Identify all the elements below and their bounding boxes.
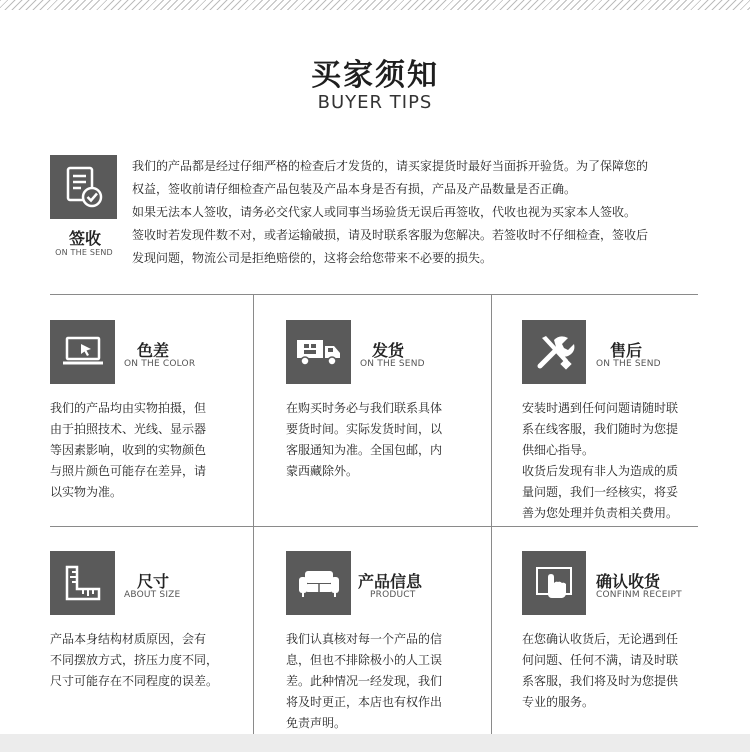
sofa-icon bbox=[286, 551, 351, 615]
grid-divider bbox=[491, 294, 492, 734]
text-line: 如果无法本人签收，请务必交代家人或同事当场验货无误后再签收，代收也视为买家本人签收。 bbox=[132, 205, 637, 219]
text-line: 息，但也不排除极小的人工误 bbox=[286, 653, 443, 667]
page-title: 买家须知 bbox=[311, 58, 439, 93]
cell-sublabel: CONFINM RECEIPT bbox=[596, 590, 682, 600]
cell-title: 确认收货 bbox=[596, 572, 661, 591]
delivery-truck-icon bbox=[286, 320, 351, 384]
text-line: 以实物为准。 bbox=[50, 485, 123, 499]
text-line: 蒙西藏除外。 bbox=[286, 464, 359, 478]
cell-description bbox=[50, 629, 248, 692]
cell-title: 发货 bbox=[372, 341, 405, 360]
text-line: 在购买时务必与我们联系具体 bbox=[286, 401, 443, 415]
cell-description bbox=[286, 629, 476, 734]
sign-description bbox=[132, 155, 702, 270]
cell-title: 售后 bbox=[610, 341, 643, 360]
text-line: 系客服，我们将及时为您提供 bbox=[522, 674, 679, 688]
cell-description bbox=[522, 629, 712, 713]
cell-sublabel: ON THE SEND bbox=[596, 359, 661, 369]
text-line: 权益，签收前请仔细检查产品包装及产品本身是否有损，产品及产品数量是否正确。 bbox=[132, 182, 577, 196]
bottom-band bbox=[0, 734, 750, 752]
top-stripe-border bbox=[0, 0, 750, 10]
cell-sublabel: ON THE SEND bbox=[360, 359, 425, 369]
text-line: 何问题、任何不满，请及时联 bbox=[522, 653, 679, 667]
page-subtitle: BUYER TIPS bbox=[317, 92, 433, 113]
cell-description bbox=[286, 398, 476, 482]
text-line: 量问题，我们一经核实，将妥 bbox=[522, 485, 679, 499]
grid-divider bbox=[50, 526, 698, 527]
text-line: 收货后发现有非人为造成的质 bbox=[522, 464, 679, 478]
text-line: 等因素影响，收到的实物颜色 bbox=[50, 443, 207, 457]
grid-divider bbox=[50, 294, 698, 295]
ruler-icon bbox=[50, 551, 115, 615]
sign-label: 签收 bbox=[68, 229, 101, 248]
text-line: 产品本身结构材质原因，会有 bbox=[50, 632, 207, 646]
text-line: 发现问题，物流公司是拒绝赔偿的，这将会给您带来不必要的损失。 bbox=[132, 251, 493, 265]
text-line: 我们的产品均由实物拍摄，但 bbox=[50, 401, 207, 415]
cell-sublabel: ON THE COLOR bbox=[124, 359, 196, 369]
cell-title: 尺寸 bbox=[137, 572, 170, 591]
grid-divider bbox=[253, 294, 254, 734]
cell-description bbox=[522, 398, 712, 524]
text-line: 由于拍照技术、光线、显示器 bbox=[50, 422, 207, 436]
monitor-cursor-icon bbox=[50, 320, 115, 384]
text-line: 在您确认收货后，无论遇到任 bbox=[522, 632, 679, 646]
cell-title: 产品信息 bbox=[358, 572, 423, 591]
text-line: 系在线客服，我们随时为您提 bbox=[522, 422, 679, 436]
text-line: 我们的产品都是经过仔细严格的检查后才发货的，请买家提货时最好当面拆开验货。为了保障您的 bbox=[132, 159, 649, 173]
text-line: 签收时若发现件数不对，或者运输破损，请及时联系客服为您解决。若签收时不仔细检查，签收后 bbox=[132, 228, 649, 242]
sign-sublabel: ON THE SEND bbox=[55, 248, 113, 257]
text-line: 要货时间。实际发货时间，以 bbox=[286, 422, 443, 436]
tools-icon bbox=[522, 320, 586, 384]
cell-sublabel: ABOUT SIZE bbox=[124, 590, 181, 600]
hand-touch-icon bbox=[522, 551, 586, 615]
text-line: 安装时遇到任何问题请随时联 bbox=[522, 401, 679, 415]
cell-title: 色差 bbox=[137, 341, 170, 360]
text-line: 善为您处理并负责相关费用。 bbox=[522, 506, 679, 520]
checklist-icon bbox=[50, 155, 117, 219]
text-line: 将及时更正，本店也有权作出 bbox=[286, 695, 443, 709]
cell-sublabel: PRODUCT bbox=[370, 590, 416, 600]
text-line: 差。此种情况一经发现，我们 bbox=[286, 674, 443, 688]
text-line: 专业的服务。 bbox=[522, 695, 595, 709]
text-line: 不同摆放方式，挤压力度不同， bbox=[50, 653, 219, 667]
text-line: 供细心指导。 bbox=[522, 443, 595, 457]
text-line: 客服通知为准。全国包邮，内 bbox=[286, 443, 443, 457]
cell-description bbox=[50, 398, 240, 503]
text-line: 我们认真核对每一个产品的信 bbox=[286, 632, 443, 646]
text-line: 尺寸可能存在不同程度的误差。 bbox=[50, 674, 219, 688]
text-line: 免责声明。 bbox=[286, 716, 347, 730]
text-line: 与照片颜色可能存在差异，请 bbox=[50, 464, 207, 478]
